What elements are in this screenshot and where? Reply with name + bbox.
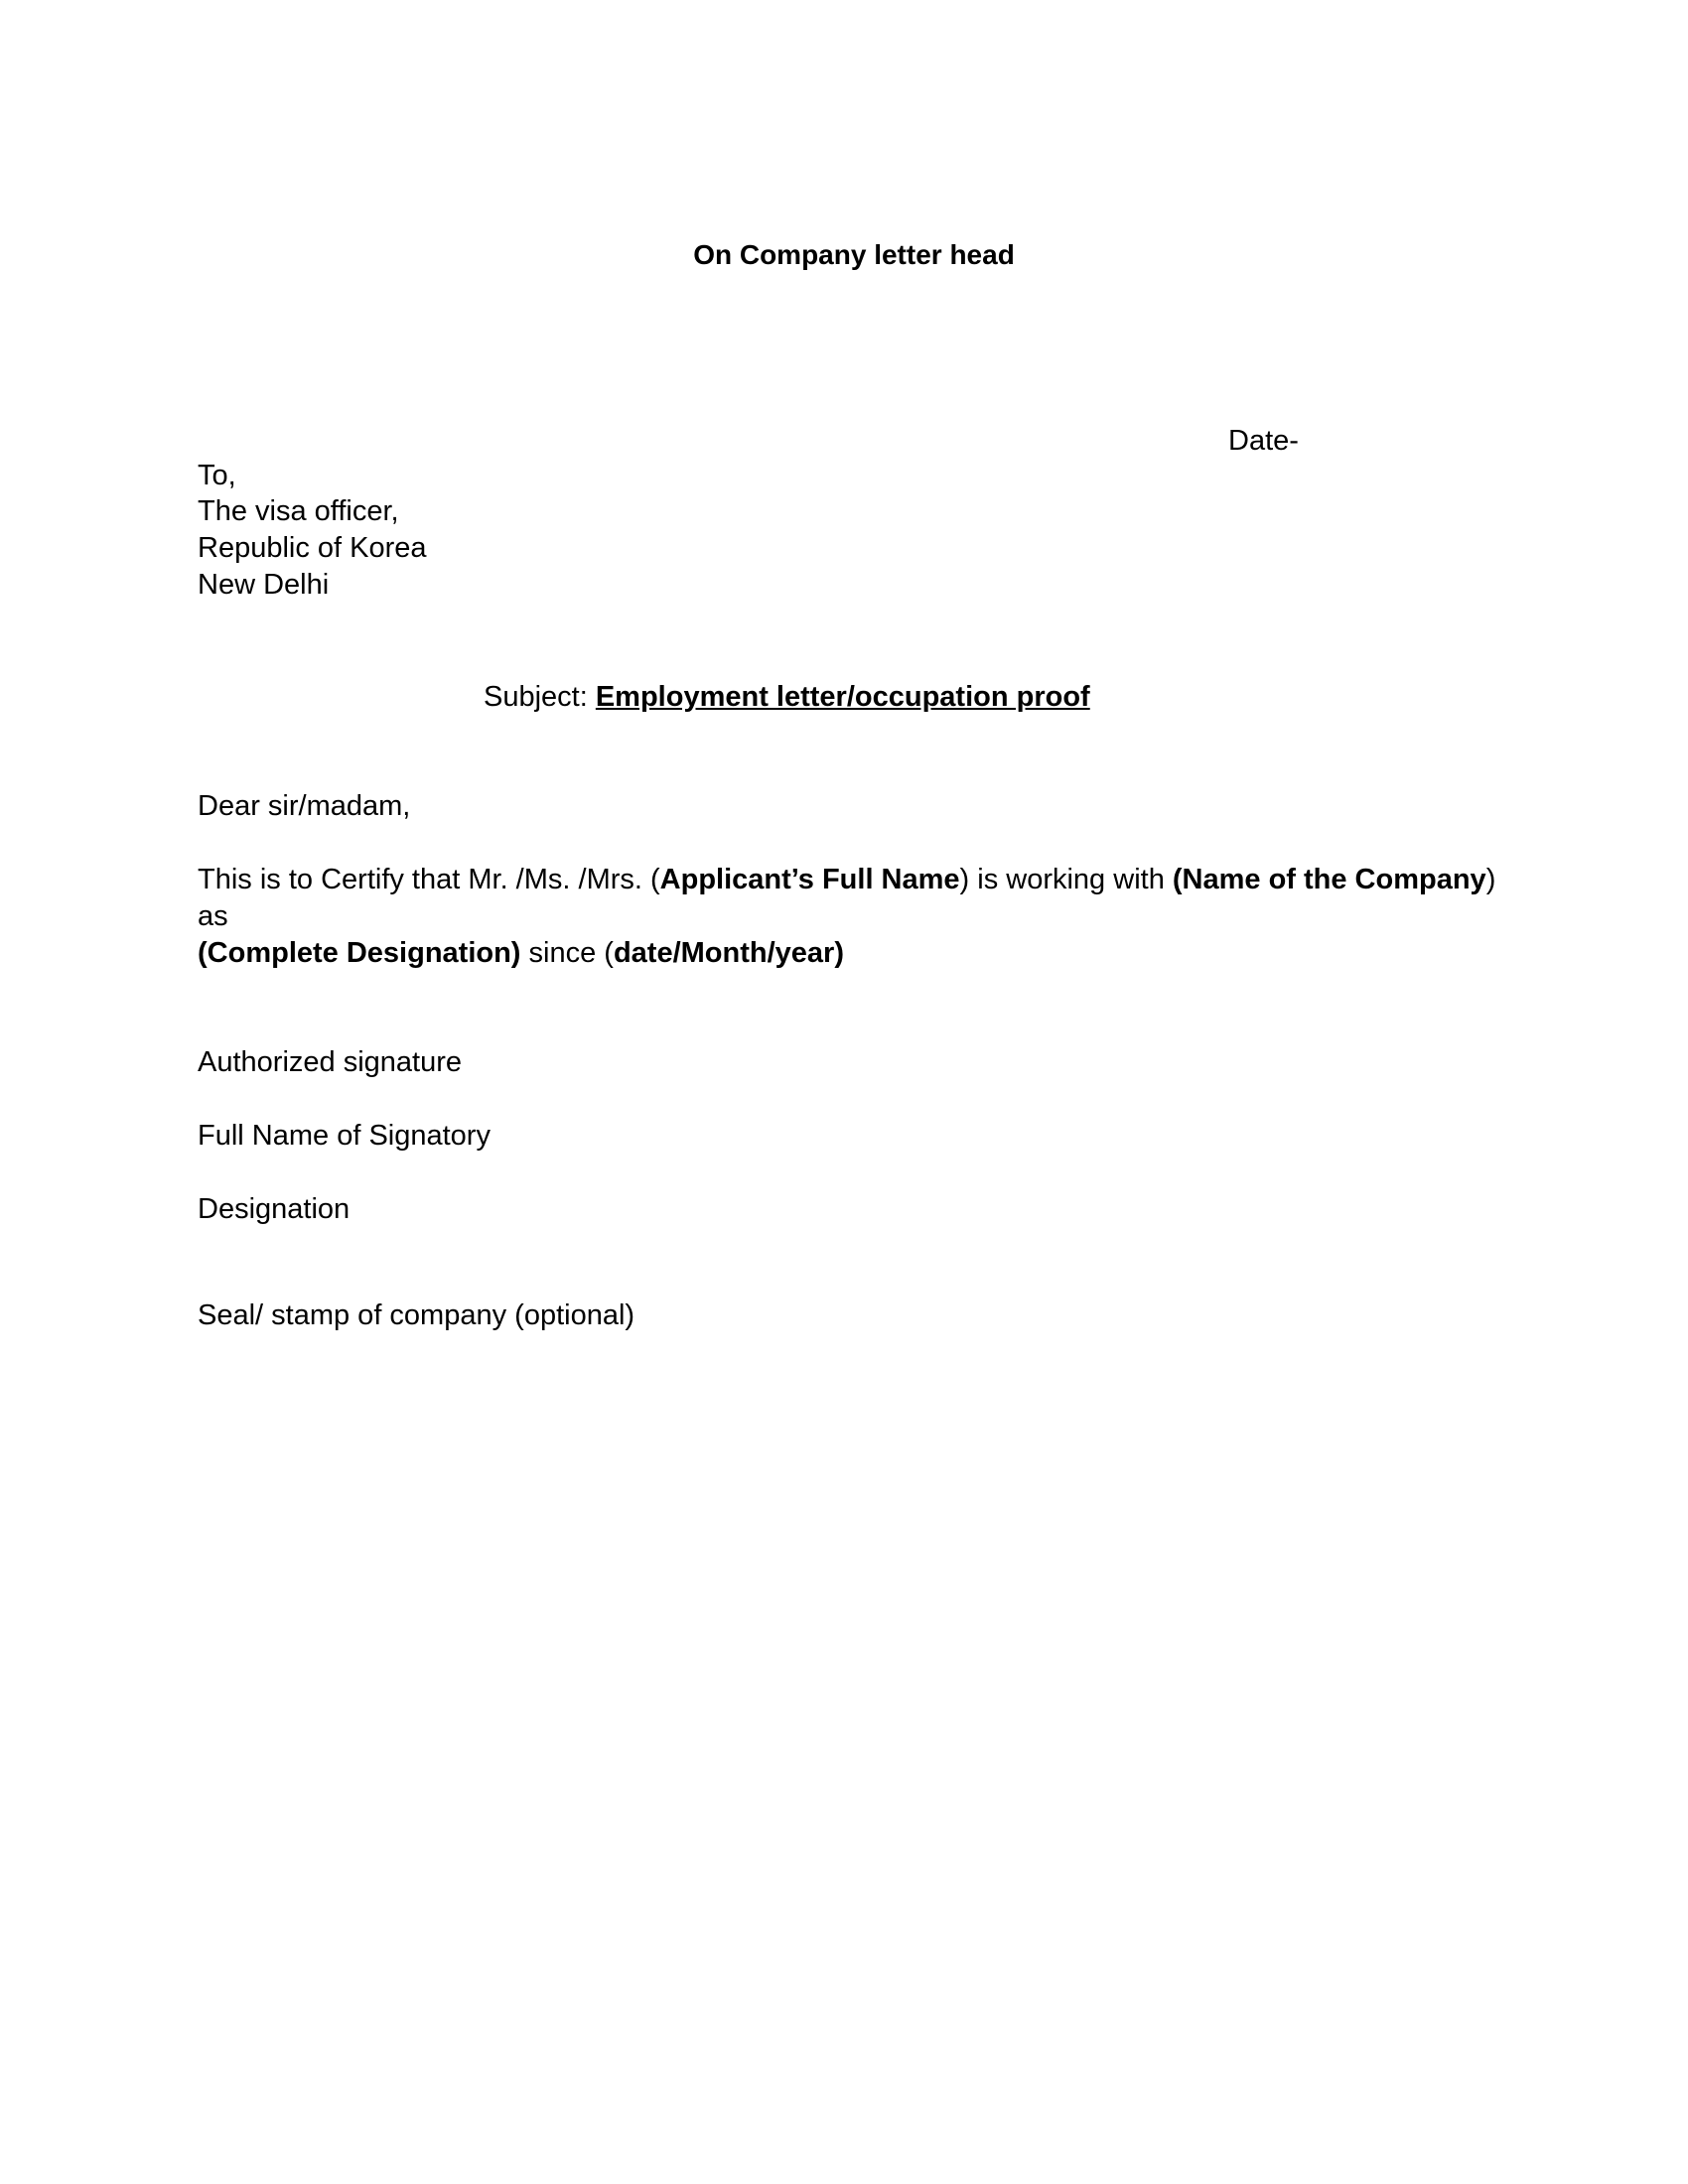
recipient-line-1: The visa officer, <box>198 495 399 527</box>
body-text-3: ) as <box>198 864 1496 932</box>
recipient-line-2: Republic of Korea <box>198 532 427 564</box>
designation-placeholder: (Complete Designation) <box>198 937 521 969</box>
salutation: Dear sir/madam, <box>198 790 411 822</box>
signatory-designation-label: Designation <box>198 1193 351 1225</box>
subject-label: Subject: <box>484 681 596 713</box>
body-text-1: This is to Certify that Mr. /Ms. /Mrs. ( <box>198 864 660 895</box>
company-seal-label: Seal/ stamp of company (optional) <box>198 1299 635 1331</box>
subject-line <box>484 679 1090 716</box>
recipient-line-3: New Delhi <box>198 569 330 601</box>
recipient-to: To, <box>198 460 236 491</box>
applicant-name-placeholder: Applicant’s Full Name <box>659 864 960 895</box>
signatory-full-name-label: Full Name of Signatory <box>198 1120 491 1152</box>
since-date-placeholder: date/Month/year) <box>613 937 844 969</box>
letterhead-heading: On Company letter head <box>693 239 1015 270</box>
body-text-4: since ( <box>520 937 614 969</box>
company-name-placeholder: (Name of the Company <box>1172 864 1486 895</box>
body-text-2: ) is working with <box>959 864 1173 895</box>
date-label: Date- <box>1228 425 1299 457</box>
certification-paragraph <box>198 862 1498 972</box>
subject-value: Employment letter/occupation proof <box>595 681 1090 713</box>
authorized-signature-label: Authorized signature <box>198 1046 462 1078</box>
